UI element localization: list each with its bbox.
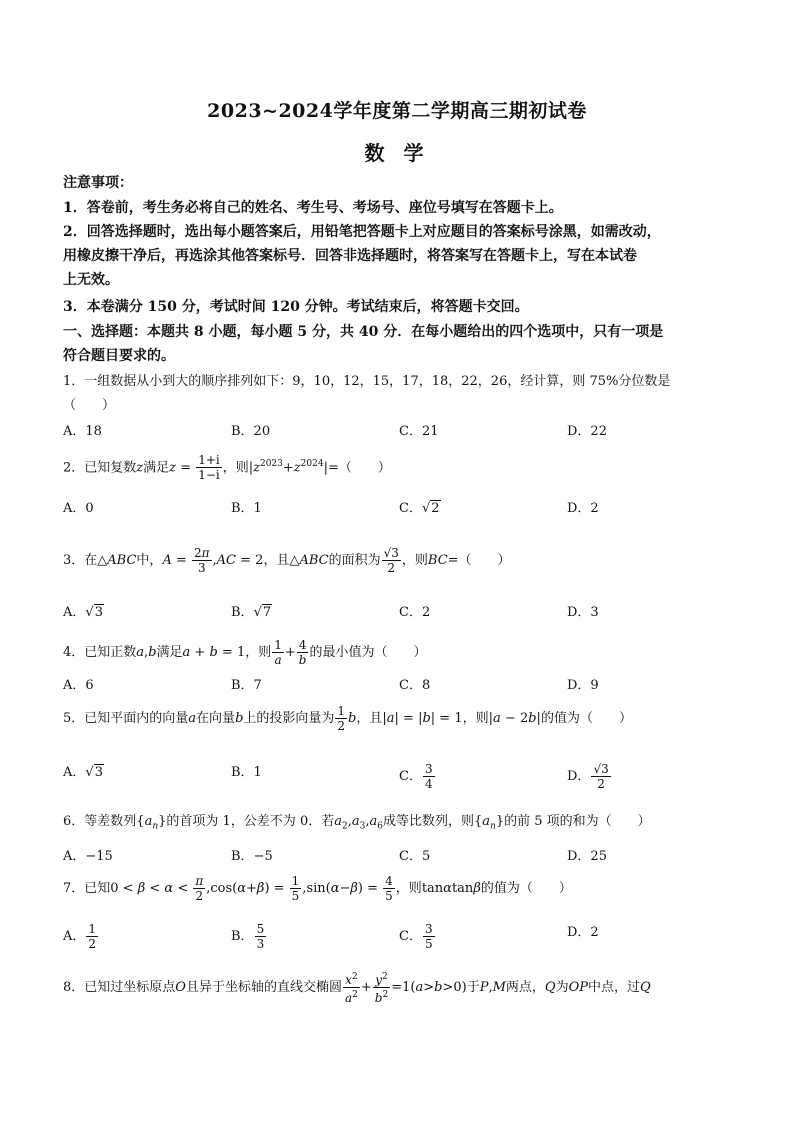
section-heading-line-2: 符合题目要求的。 [63,348,175,364]
subject-title: 数 学 [364,141,430,165]
note-2-line-3: 上无效。 [63,272,119,288]
option-a: A．√3 [63,765,103,780]
question-6-options [63,846,733,868]
question-1-text: 1．一组数据从小到大的顺序排列如下：9，10，12，15，17，18，22，26，经计算，则 75%分位数是 [63,374,671,389]
option-d: D．3 [567,605,599,620]
fraction: $\frac{1}{2}$ [337,704,346,733]
question-1-paren: （ ） [63,398,116,413]
option-d: D．25 [567,849,607,864]
question-2-text: 2．已知复数z满足z = $\frac{1+i}{1-i}$ ，则$|z^{2023}+z^{2024}|=$（ ） [63,453,391,483]
question-2-options [63,498,733,520]
question-3-options [63,602,733,624]
option-d: D．9 [567,678,599,693]
option-d: D． $\frac{√3}{2}$ [567,762,609,791]
question-5-text: 5．已知平面内的向量a在向量b上的投影向量为 $\frac{1}{2}$ b，且|a| = |b| = 1，则|a − 2b|的值为（ ） [63,704,632,733]
question-5-options [63,762,733,791]
option-c: C．8 [399,678,431,693]
option-d: D．22 [567,424,607,439]
fraction: $\frac{√3}{2}$ [383,546,399,575]
question-7-text: 7．已知0 < β < α < $\frac{\pi}{2}$ ,cos(α+β) = $\frac{1}{5}$ ,sin(α−β) = $\frac{4}{5}$ ，则tanαtanβ的值为（ ） [63,874,572,903]
option-c: C． $\frac{3}{5}$ [399,922,433,951]
note-1: 1．答卷前，考生务必将自己的姓名、考生号、考场号、座位号填写在答题卡上。 [63,200,563,216]
option-a: A．18 [63,424,102,439]
fraction: $\frac{4}{b}$ [298,638,307,667]
fraction: $\frac{1}{5}$ [291,874,300,903]
fraction: $\frac{y^2}{b^2}$ [374,972,389,1005]
option-c: C． $\frac{3}{4}$ [399,762,433,791]
option-c: C．√2 [399,501,440,516]
option-b: B．1 [231,765,262,780]
question-6-text: 6．等差数列$\{a_n\}$的首项为 1，公差不为 0．若$a_2,a_3,a_6$成等比数列，则$\{a_n\}$的前 5 项的和为（ ） [63,814,651,832]
question-1-options [63,421,733,443]
question-4-text: 4．已知正数a,b满足a + b = 1，则 $\frac{1}{a}$ + $\frac{4}{b}$ 的最小值为（ ） [63,638,427,667]
option-c: C．5 [399,849,431,864]
question-7-options [63,922,733,951]
option-a: A． $\frac{1}{2}$ [63,922,97,951]
option-b: B．20 [231,424,271,439]
option-a: A．−15 [63,849,113,864]
option-b: B．7 [231,678,262,693]
fraction: $\frac{\pi}{2}$ [195,874,204,903]
note-2-line-1: 2．回答选择题时，选出每小题答案后，用铅笔把答题卡上对应题目的答案标号涂黑，如需改动， [63,224,661,240]
option-b: B．1 [231,501,262,516]
option-d: D．2 [567,501,599,516]
fraction: $\frac{1}{a}$ [274,638,282,667]
option-a: A．6 [63,678,94,693]
option-a: A．√3 [63,605,103,620]
fraction: $\frac{1+i}{1-i}$ [198,453,220,483]
option-a: A．0 [63,501,94,516]
option-c: C．21 [399,424,439,439]
option-d: D．2 [567,925,599,940]
notes-heading: 注意事项： [63,175,133,191]
question-8-text: 8．已知过坐标原点O且异于坐标轴的直线交椭圆 $\frac{x^2}{a^2}$ + $\frac{y^2}{b^2}$ =1(a>b>0)于P,M两点，Q为OP中点，过Q [63,972,651,1005]
fraction: $\frac{4}{5}$ [385,874,393,903]
note-3: 3．本卷满分 150 分，考试时间 120 分钟。考试结束后，将答题卡交回。 [63,299,529,315]
section-heading-line-1: 一、选择题：本题共 8 小题，每小题 5 分，共 40 分．在每小题给出的四个选项中，只有一项是 [63,324,664,340]
exam-title: 2023~2024学年度第二学期高三期初试卷 [207,100,587,122]
fraction: $\frac{2\pi}{3}$ [194,546,210,575]
fraction: $\frac{x^2}{a^2}$ [344,972,358,1005]
option-b: B．√7 [231,605,272,620]
option-c: C．2 [399,605,431,620]
option-b: B．−5 [231,849,273,864]
note-2-line-2: 用橡皮擦干净后，再选涂其他答案标号．回答非选择题时，将答案写在答题卡上，写在本试卷 [63,248,637,264]
question-4-options [63,675,733,697]
option-b: B． $\frac{5}{3}$ [231,922,265,951]
question-3-text: 3．在△ABC中，A = $\frac{2\pi}{3}$ ,AC = 2，且△ABC的面积为 $\frac{√3}{2}$ ，则BC=（ ） [63,546,511,575]
